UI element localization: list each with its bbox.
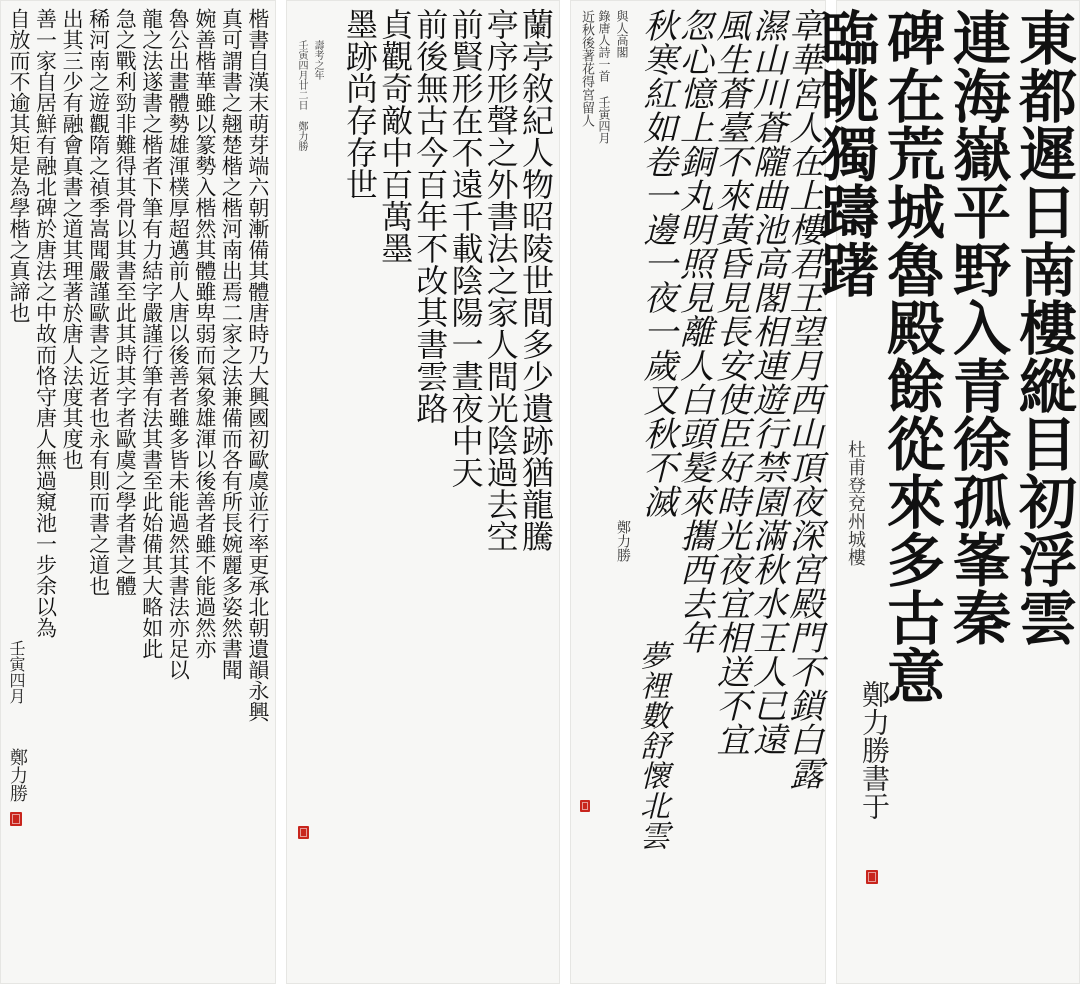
zhuanshu-column: 前後無古今百年不改其書雲路 [411, 8, 450, 424]
lishu-signature: 鄭力勝書于 [858, 680, 891, 820]
xingcao-column: 忽心憶上銅丸明照見離人白頭髮來攜西去年 [673, 8, 714, 654]
panel-kaishu [0, 0, 276, 984]
xingcao-inscription: 近秋後著花得宮留人 [579, 10, 594, 127]
kaishu-column: 龍之法遂書之楷者下筆有力結字嚴謹行筆有法其書至此始備其大略如此 [139, 8, 164, 659]
lishu-column: 碑在荒城魯殿餘從來多古意 [877, 8, 945, 704]
panel-lishu [811, 0, 1080, 984]
seal-mark [866, 870, 878, 884]
zhuanshu-column: 前賢形在不遠千載陰陽一晝夜中天 [446, 8, 485, 488]
seal-mark [10, 812, 22, 826]
xingcao-column: 秋寒紅如卷一邊一夜一歲又秋不滅 [637, 8, 677, 518]
zhuanshu-inscription: 壬寅四月廿二日 鄭力勝 [296, 40, 307, 151]
kaishu-columns [8, 8, 268, 976]
lishu-column: 臨眺獨躊躇 [811, 8, 879, 298]
zhuanshu-column: 墨跡尚存存世 [341, 8, 379, 200]
zhuanshu-column: 蘭亭敘紀人物昭陵世間多少遺跡猶龍騰 [516, 8, 555, 552]
kaishu-column: 稀河南之遊觀隋之禎季嵩聞嚴謹歐書之近者也永有則而書之道也 [86, 8, 111, 596]
seal-mark [580, 800, 590, 812]
xingcao-inscription: 錄唐人詩一首 壬寅四月 [597, 10, 611, 144]
zhuanshu-inscription: 壽考之年 [312, 40, 323, 80]
zhuanshu-column: 亭序形聲之外書法之家人間光陰過去空 [481, 8, 520, 552]
kaishu-column: 魯公出畫體勢雄渾樸厚超邁前人唐以後善者雖多皆未能過然其書法亦足以 [166, 8, 191, 680]
kaishu-column: 婉善楷華雖以篆勢入楷然其體雖卑弱而氣象雄渾以後善者雖不能過然亦 [192, 8, 217, 659]
panel-zhuanshu [286, 0, 560, 984]
xingcao-column: 風生蒼臺不來黃昏見長安使臣好時光夜宜相送不宜 [710, 8, 750, 756]
xingcao-column: 章華宮人在上樓君王望月西山頂夜深宮殿門不鎖白露 [783, 8, 823, 790]
zhuanshu-columns [341, 8, 555, 976]
kaishu-column: 自放而不逾其矩是為學楷之真諦也 [7, 8, 31, 323]
xingcao-column: 夢裡數舒懷北雲 [634, 640, 669, 850]
kaishu-column: 楷書自漢末萌芽端六朝漸備其體唐時乃大興國初歐虞並行率更承北朝遺韻永興 [245, 8, 270, 722]
xingcao-signature: 鄭力勝 [615, 520, 631, 562]
kaishu-column: 真可謂書之翹楚楷之楷河南出焉二家之法兼備而各有所長婉麗多姿然書聞 [219, 8, 244, 680]
lishu-column: 連海嶽平野入青徐孤峯秦 [943, 8, 1011, 646]
lishu-columns [811, 8, 1077, 976]
lishu-inscription: 杜甫登兗州城樓 [845, 440, 866, 566]
kaishu-date: 壬寅四月 [7, 640, 26, 704]
xingcao-inscription: 與人高閣 [615, 10, 629, 58]
seal-mark [298, 826, 309, 839]
kaishu-signature: 鄭力勝 [7, 748, 28, 802]
xingcao-column: 濕山川蒼隴曲池高閣相連遊行禁園滿秋水王人已遠 [746, 8, 787, 756]
lishu-column: 東都遲日南樓縱目初浮雲 [1009, 8, 1077, 646]
kaishu-column: 急之戰利勁非難得其骨以其書至此其時其字者歐虞之學者書之體 [113, 8, 138, 596]
panel-xingcao [570, 0, 826, 984]
zhuanshu-column: 貞觀奇敵中百萬墨 [376, 8, 415, 264]
kaishu-column: 善一家自居鮮有融北碑於唐法之中故而恪守唐人無過窺池一步余以為 [33, 8, 58, 638]
kaishu-column: 出其三少有融會真書之道其理著於唐人法度其度也 [60, 8, 85, 470]
